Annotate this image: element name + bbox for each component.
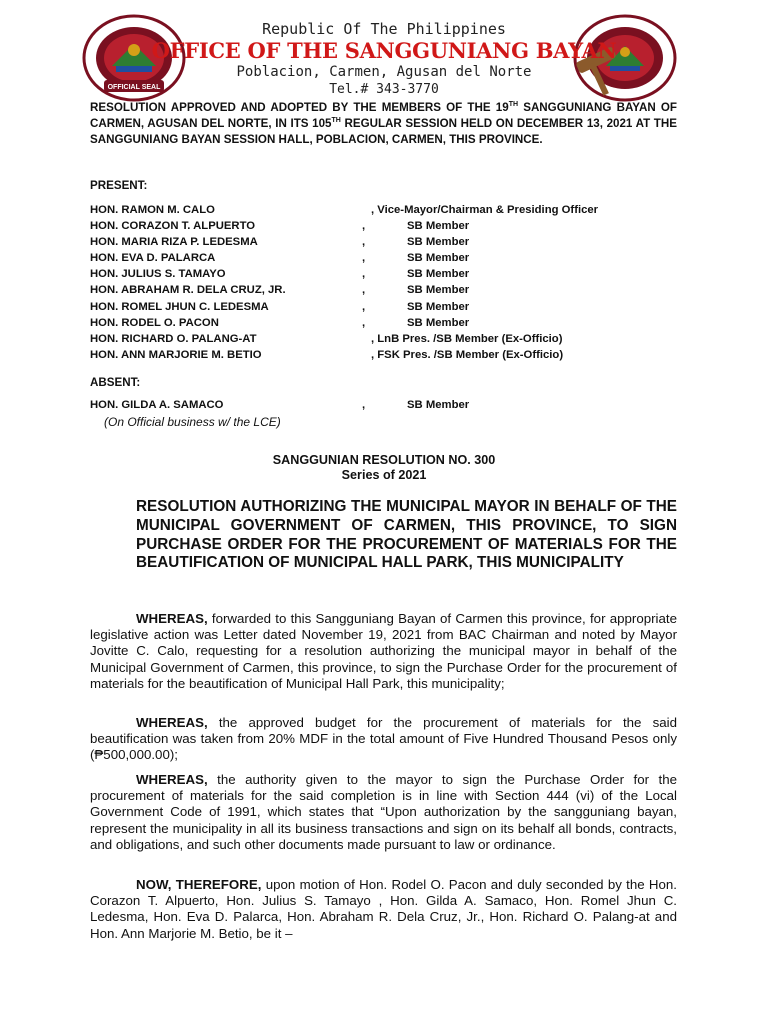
absent-note: (On Official business w/ the LCE) xyxy=(104,415,281,429)
header-address: Poblacion, Carmen, Agusan del Norte xyxy=(236,64,532,80)
member-row: HON. ANN MARJORIE M. BETIO , FSK Pres. /SB Member (Ex-Officio) xyxy=(90,348,564,361)
resolution-number: SANGGUNIAN RESOLUTION NO. 300 Series of 2021 xyxy=(272,453,496,482)
header-republic: Republic Of The Philippines xyxy=(262,20,506,38)
member-row: HON. ROMEL JHUN C. LEDESMA , SB Member xyxy=(90,300,470,313)
present-label: PRESENT: xyxy=(90,179,148,192)
member-row: HON. EVA D. PALARCA , SB Member xyxy=(90,252,470,265)
member-row: HON. RICHARD O. PALANG-AT , LnB Pres. /SB Member (Ex-Officio) xyxy=(90,332,563,345)
whereas-paragraph-2: WHEREAS, the approved budget for the procurement of materials for the said beautification was taken from 20% MDF in the total amount of Five Hundred Thousand Pesos only (₱500,000.00); xyxy=(90,715,677,763)
header-office-title: OFFICE OF THE SANGGUNIANG BAYAN xyxy=(151,38,617,63)
member-row: HON. RAMON M. CALO , Vice-Mayor/Chairman & Presiding Officer xyxy=(90,204,599,216)
seal-official-text: OFFICIAL SEAL xyxy=(107,84,161,91)
header-telephone: Tel.# 343-3770 xyxy=(329,82,439,97)
absent-member-row: HON. GILDA A. SAMACO , SB Member xyxy=(90,399,470,411)
whereas-paragraph-3: WHEREAS, the authority given to the mayor to sign the Purchase Order for the procurement of materials for the said completion is in line with Section 444 (vi) of the Local Government Code of 1991, which states that “Upon authorization by the sangguniang bayan, represent the municipality in all its business transactions and sign on its behalf all bonds, contracts, and obligations, and such other documents made pursuant to law or ordinance. xyxy=(90,772,677,852)
absent-label: ABSENT: xyxy=(90,376,141,389)
member-row: HON. RODEL O. PACON , SB Member xyxy=(90,316,470,329)
resolution-intro: RESOLUTION APPROVED AND ADOPTED BY THE MEMBERS OF THE 19TH SANGGUNIANG BAYAN OF CARMEN, AGUSAN DEL NORTE, IN ITS 105TH REGULAR SESSION HELD ON DECEMBER 13, 2021 AT THE SANGGUNIANG BAYAN SESSION HALL, POBLACION, CARMEN, THIS PROVINCE. xyxy=(90,101,677,147)
member-row: HON. CORAZON T. ALPUERTO , SB Member xyxy=(90,220,470,233)
resolution-title: RESOLUTION AUTHORIZING THE MUNICIPAL MAYOR IN BEHALF OF THE MUNICIPAL GOVERNMENT OF CARMEN, THIS PROVINCE, TO SIGN PURCHASE ORDER FOR THE PROCUREMENT OF MATERIALS FOR THE BEAUTIFICATION OF MUNICIPAL HALL PARK, THIS MUNICIPALITY xyxy=(136,498,677,572)
member-row: HON. JULIUS S. TAMAYO , SB Member xyxy=(90,268,470,281)
member-row: HON. ABRAHAM R. DELA CRUZ, JR. , SB Member xyxy=(90,284,470,297)
now-therefore-paragraph: NOW, THEREFORE, upon motion of Hon. Rodel O. Pacon and duly seconded by the Hon. Corazon T. Alpuerto, Hon. Julius S. Tamayo , Hon. Gilda A. Samaco, Hon. Romel Jhun C. Ledesma, Hon. Eva D. Palarca, Hon. Abraham R. Dela Cruz, Jr., Hon. Richard O. Palang-at and Hon. Ann Marjorie M. Betio, be it – xyxy=(90,877,677,941)
present-members-list xyxy=(90,204,690,365)
member-row: HON. MARIA RIZA P. LEDESMA , SB Member xyxy=(90,236,470,249)
whereas-paragraph-1: WHEREAS, forwarded to this Sangguniang Bayan of Carmen this province, for appropriate legislative action was Letter dated November 19, 2021 from BAC Chairman and noted by Mayor Jovitte C. Calo, requesting for a resolution authorizing the municipal mayor in behalf of the Municipal Government of Carmen, this province, to sign the Purchase Order for the procurement of materials for the beautification of Municipal Hall Park, this municipality; xyxy=(90,611,677,691)
